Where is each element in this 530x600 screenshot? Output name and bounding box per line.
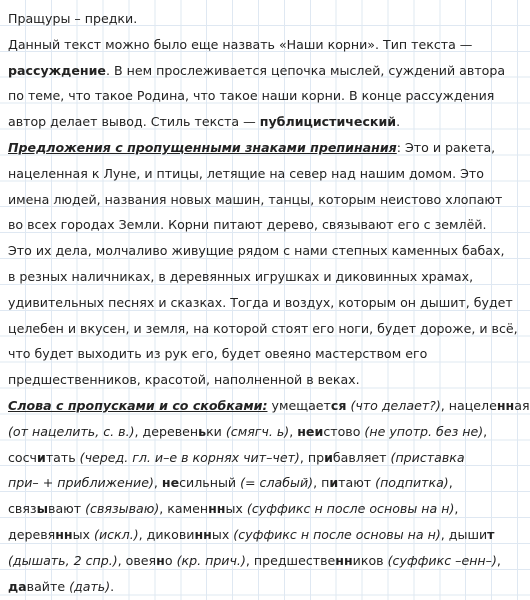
punctuation-line: целебен и вкусен, и земля, на которой стоят его ноги, будет дороже, и всё, [8, 320, 518, 336]
text-fragment: (приставка [390, 449, 465, 465]
text-fragment: о [164, 552, 173, 568]
text-fragment: , [496, 552, 501, 568]
text-fragment: . [110, 578, 115, 594]
words-heading: Слова с пропусками и со скобками: [8, 397, 268, 413]
words-line-7 [8, 548, 505, 574]
text-fragment: связ [8, 501, 37, 517]
text-fragment: деревя [8, 526, 56, 542]
words-line-6 [8, 522, 505, 548]
words-line-3 [8, 445, 505, 471]
text-fragment: (суффикс –енн–) [387, 552, 497, 568]
text-style-term: публицистический [259, 114, 397, 130]
text-fragment: , предшестве [245, 552, 336, 568]
words-line-4 [8, 470, 505, 496]
text-fragment: ых [72, 526, 91, 542]
intro-line-5 [8, 109, 505, 135]
punctuation-heading: Предложения с пропущенными знаками препинания [8, 139, 397, 155]
intro-line-3 [8, 58, 505, 84]
punctuation-line: имена людей, названия новых машин, танцы, которым неистово хлопают [8, 191, 503, 207]
text-fragment: нн [55, 526, 73, 542]
text-fragment: , [454, 501, 459, 517]
text-fragment: при– + приближение) [8, 475, 154, 491]
text-fragment: , нацеле [440, 397, 497, 413]
text-fragment: тают [338, 475, 372, 491]
text-fragment: (искл.) [94, 526, 139, 542]
text-fragment: , овея [117, 552, 157, 568]
text-fragment: и [324, 449, 333, 465]
text-fragment: ая [514, 397, 530, 413]
text-fragment: и [329, 475, 339, 491]
intro-line-2: Данный текст можно было еще назвать «Наши корни». Тип текста — [8, 36, 473, 52]
text-fragment: (суффикс н после основы на н) [246, 501, 455, 517]
punctuation-line: в резных наличниках, в деревянных игрушках и диковинных храмах, [8, 268, 474, 284]
text-fragment: , [483, 423, 488, 439]
text-type-term: рассуждение [8, 62, 106, 78]
text-fragment: нн [496, 397, 515, 413]
text-fragment: , п [313, 475, 330, 491]
text-fragment: нн [208, 501, 226, 517]
text-fragment: . [396, 114, 401, 130]
text-fragment: (суффикс н после основы на н) [233, 526, 441, 542]
text-fragment: автор делает вывод. Стиль текста — [8, 114, 260, 130]
text-fragment: ых [211, 526, 230, 542]
text-fragment: , камен [159, 501, 209, 517]
words-line-2 [8, 419, 505, 445]
punctuation-line: что будет выходить из рук его, будет овеяно мастерством его [8, 346, 428, 362]
text-fragment: (черед. гл. и–е в корнях чит–чет) [79, 449, 300, 465]
text-fragment: , [289, 423, 298, 439]
text-fragment: иков [352, 552, 384, 568]
punctuation-line: удивительных песнях и сказках. Тогда и воздух, которым он дышит, будет [8, 294, 513, 310]
text-fragment: нн [194, 526, 212, 542]
text-fragment: (не употр. без не) [364, 423, 484, 439]
text-fragment: (дать) [69, 578, 111, 594]
text-fragment: (дышать, 2 спр.) [8, 552, 118, 568]
punctuation-line: предшественников, красотой, наполненной в веках. [8, 372, 360, 388]
intro-line-4: по теме, что такое Родина, что такое наши корни. В конце рассуждения [8, 88, 495, 104]
text-fragment: умещает [271, 397, 331, 413]
text-fragment: (что делает?) [350, 397, 441, 413]
text-fragment: (кр. прич.) [176, 552, 246, 568]
text-fragment: не [161, 475, 180, 491]
text-fragment: , пр [299, 449, 325, 465]
punctuation-line: во всех городах Земли. Корни питают дерево, связывают его с землёй. [8, 217, 487, 233]
text-fragment: (от нацелить, с. в.) [8, 423, 135, 439]
text-fragment: ки [206, 423, 222, 439]
text-fragment: (подпитка) [375, 475, 449, 491]
text-fragment: ы [36, 501, 49, 517]
text-fragment: (смягч. ь) [225, 423, 290, 439]
text-fragment: (= слабый) [240, 475, 314, 491]
text-fragment: сильный [179, 475, 237, 491]
text-fragment: , дыши [440, 526, 488, 542]
text-fragment: (связываю) [85, 501, 160, 517]
text-fragment: ых [225, 501, 243, 517]
text-fragment: нн [335, 552, 353, 568]
text-fragment: тать [45, 449, 76, 465]
text-fragment: , деревен [134, 423, 199, 439]
text-fragment: , [448, 475, 453, 491]
text-fragment: . В нем прослеживается цепочка мыслей, суждений автора [105, 62, 506, 78]
words-line-5 [8, 496, 505, 522]
punctuation-heading-line [8, 135, 505, 161]
text-fragment: бавляет [332, 449, 387, 465]
text-fragment: т [487, 526, 495, 542]
text-fragment: , дикови [138, 526, 195, 542]
text-fragment: сосч [8, 449, 37, 465]
text-fragment: стово [323, 423, 361, 439]
text-fragment: ся [330, 397, 347, 413]
words-line-8 [8, 574, 505, 600]
punctuation-line: Это их дела, молчаливо живущие рядом с нами степных каменных бабах, [8, 243, 505, 259]
text-fragment: неи [297, 423, 324, 439]
punctuation-line: нацеленная к Луне, и птицы, летящие на север над нашим домом. Это [8, 165, 484, 181]
text-fragment: ь [198, 423, 207, 439]
text-fragment: да [8, 578, 27, 594]
intro-line-1: Пращуры – предки. [8, 11, 138, 26]
text-fragment: вайте [26, 578, 66, 594]
text-fragment: : Это и ракета, [396, 139, 496, 155]
text-fragment: и [37, 449, 46, 465]
text-fragment: вают [48, 501, 82, 517]
text-fragment: , [153, 475, 162, 491]
words-line-1 [8, 393, 530, 419]
text-fragment: н [156, 552, 165, 568]
